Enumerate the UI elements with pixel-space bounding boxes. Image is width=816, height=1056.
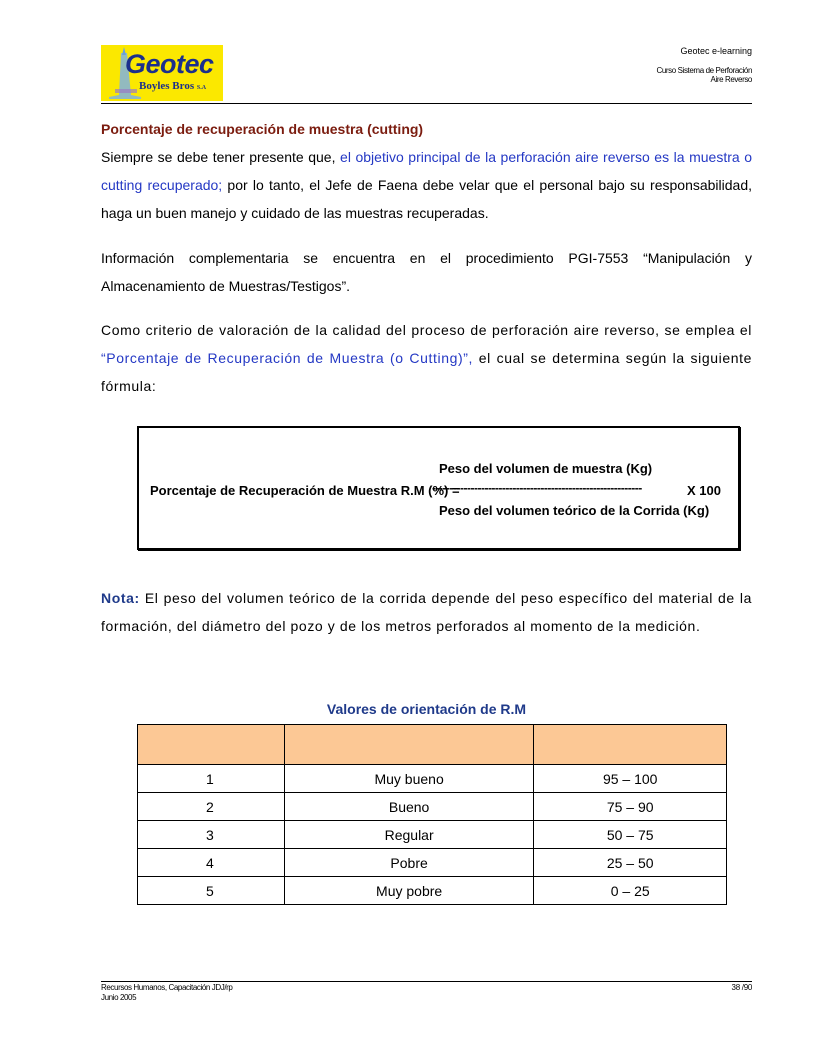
- footer-department: Recursos Humanos, Capacitación JDJ/rp: [101, 983, 233, 992]
- header-info: [656, 47, 752, 84]
- header-divider: [101, 103, 752, 104]
- table-cell: Muy pobre: [284, 877, 534, 905]
- paragraph-reference: Información complementaria se encuentra en el procedimiento PGI-7553 “Manipulación y Almacenamiento de Muestras/Testigos”.: [101, 250, 752, 294]
- paragraph-objective-part2: por lo tanto, el Jefe de Faena debe velar que el personal bajo su responsabilidad, haga un buen manejo y cuidado de las muestras recuperadas.: [101, 177, 753, 221]
- table-header-cell: [138, 725, 285, 765]
- paragraph-objective-part1: Siempre se debe tener presente que,: [101, 149, 341, 165]
- table-row: [138, 765, 727, 793]
- table-row: [138, 793, 727, 821]
- page-number: 38 /90: [731, 983, 752, 992]
- paragraph-criteria: [101, 316, 752, 400]
- paragraph-criteria-part2: el cual se determina según la siguiente fórmula:: [101, 350, 752, 394]
- table-cell: Muy bueno: [284, 765, 534, 793]
- note-text: El peso del volumen teórico de la corrida depende del peso específico del material de la formación, del diámetro del pozo y de los metros perforados al momento de la medición.: [101, 590, 752, 634]
- header-course-subtitle: Aire Reverso: [710, 74, 752, 84]
- table-caption: Valores de orientación de R.M: [326, 701, 527, 717]
- table-header-cell: [284, 725, 534, 765]
- table-cell: 1: [138, 765, 285, 793]
- formula-divider: ------------------------------------------------------------: [432, 481, 642, 495]
- formula-numerator: Peso del volumen de muestra (Kg): [439, 461, 653, 476]
- table-header-cell: [534, 725, 727, 765]
- formula-denominator: Peso del volumen teórico de la Corrida (Kg): [439, 503, 710, 518]
- table-row: [138, 821, 727, 849]
- table-cell: Pobre: [284, 849, 534, 877]
- paragraph-criteria-part1: Como criterio de valoración de la calidad del proceso de perforación aire reverso, se emplea el: [101, 322, 752, 338]
- table-cell: 4: [138, 849, 285, 877]
- table-cell: 75 – 90: [534, 793, 727, 821]
- company-logo: [101, 45, 223, 101]
- note-label: Nota:: [101, 590, 140, 606]
- logo-title: Geotec: [125, 49, 214, 79]
- rm-values-table: [137, 724, 727, 905]
- logo-suffix: S.A: [196, 85, 207, 91]
- footer-info: [101, 983, 232, 1002]
- footer-divider: [101, 981, 752, 982]
- header-course: Curso Sistema de Perforación: [656, 65, 752, 75]
- table-cell: 25 – 50: [534, 849, 727, 877]
- paragraph-objective-highlight: el objetivo principal de la perforación aire reverso es la muestra o cutting recuperado;: [101, 149, 752, 193]
- logo-subtitle-text: Boyles Bros: [139, 80, 195, 92]
- paragraph-objective: [101, 143, 752, 227]
- section-title: Porcentaje de recuperación de muestra (cutting): [101, 121, 424, 137]
- table-cell: 3: [138, 821, 285, 849]
- table-cell: 50 – 75: [534, 821, 727, 849]
- footer-date: Junio 2005: [101, 992, 137, 1002]
- table-cell: 0 – 25: [534, 877, 727, 905]
- table-row: [138, 849, 727, 877]
- formula-multiplier: X 100: [687, 483, 721, 498]
- header-elearning: Geotec e-learning: [680, 46, 752, 56]
- note-paragraph: [101, 584, 752, 640]
- table-header-row: [138, 725, 727, 765]
- table-row: [138, 877, 727, 905]
- logo-subtitle: [139, 80, 206, 92]
- table-cell: Regular: [284, 821, 534, 849]
- table-cell: 5: [138, 877, 285, 905]
- table-cell: 2: [138, 793, 285, 821]
- formula-lhs: Porcentaje de Recuperación de Muestra R.M (%) =: [150, 483, 460, 498]
- table-cell: Bueno: [284, 793, 534, 821]
- paragraph-criteria-highlight: “Porcentaje de Recuperación de Muestra (o Cutting)”,: [101, 350, 474, 366]
- formula-box: [137, 426, 740, 550]
- table-cell: 95 – 100: [534, 765, 727, 793]
